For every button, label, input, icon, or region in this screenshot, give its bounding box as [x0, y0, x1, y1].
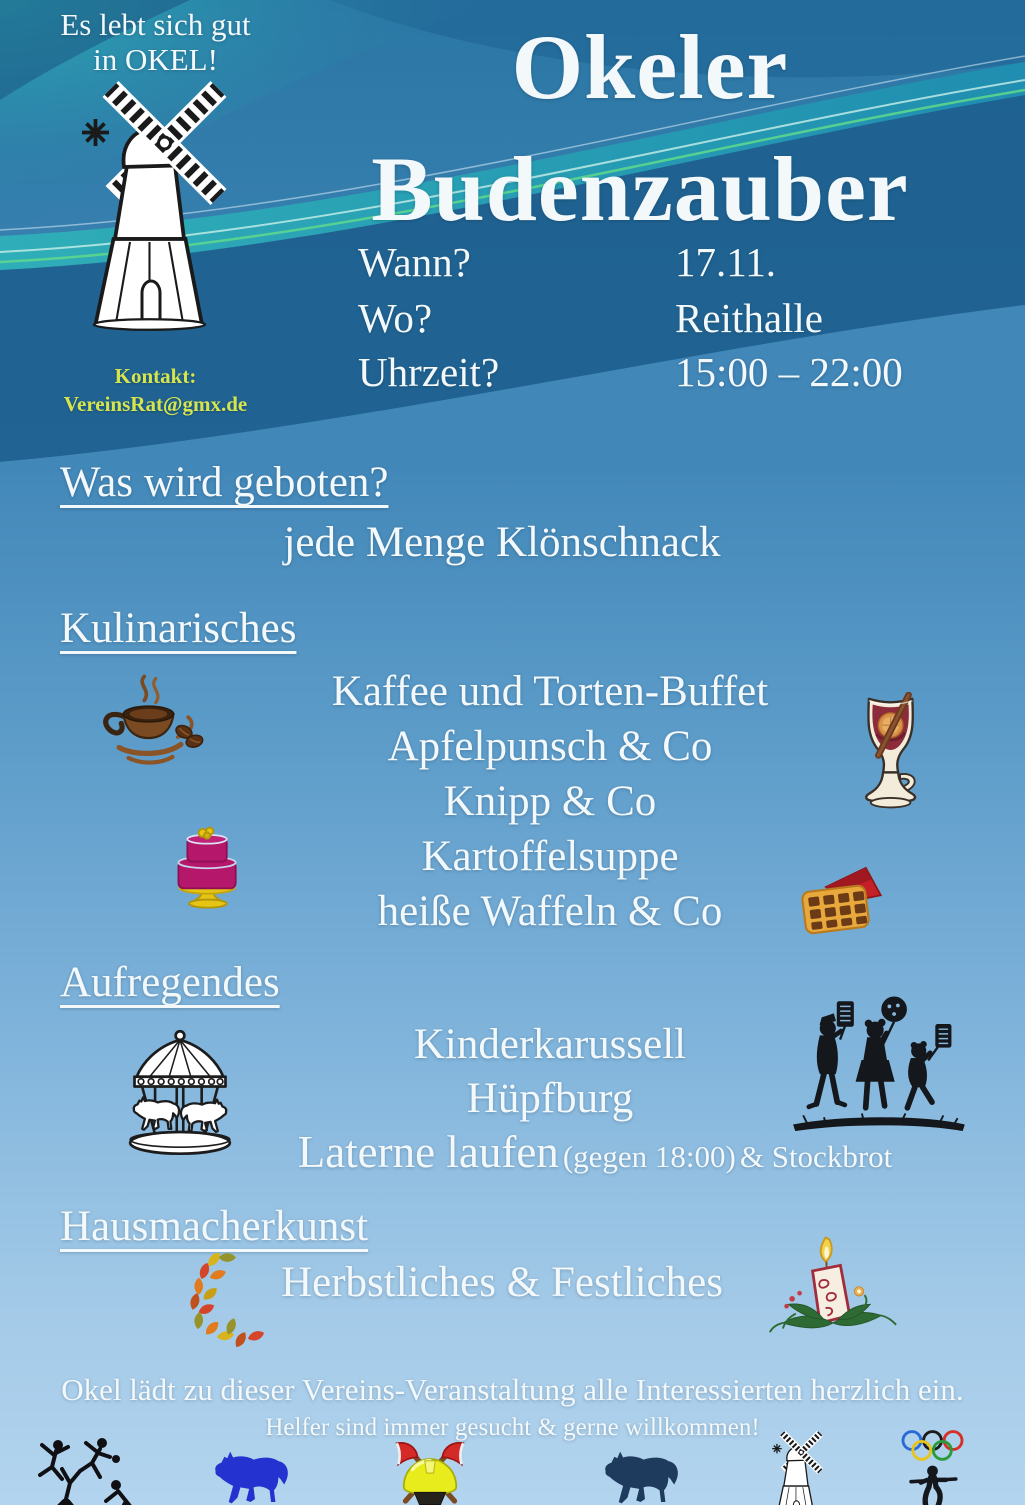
section-heading-craft: Hausmacherkunst [60, 1203, 369, 1250]
footer-invite: Okel lädt zu dieser Vereins-Veranstaltung alle Interessierten herzlich ein. [61, 1372, 964, 1407]
section-heading-culinary: Kulinarisches [60, 605, 297, 652]
offer-sub: jede Menge Klönschnack [283, 519, 721, 566]
detail-label-time: Uhrzeit? [358, 349, 500, 395]
culinary-item: Kartoffelsuppe [421, 833, 679, 881]
contact-label: Kontakt: [114, 364, 197, 388]
detail-label-when: Wann? [358, 239, 471, 285]
lantern-parade-silhouette [788, 992, 968, 1144]
poster-title-line1: Okeler [511, 16, 789, 118]
windmill-small-icon [768, 1430, 826, 1505]
windmill-icon [70, 80, 235, 335]
carousel-icon [105, 1028, 255, 1158]
craft-item: Herbstliches & Festliches [281, 1259, 723, 1306]
lantern-suffix: & Stockbrot [739, 1139, 893, 1174]
contact-block [28, 362, 283, 419]
detail-value-when: 17.11. [675, 239, 776, 285]
cake-icon [165, 812, 250, 912]
section-heading-exciting: Aufregendes [60, 959, 280, 1006]
slogan-line2: in OKEL! [93, 41, 218, 77]
candle-arrangement-icon [768, 1232, 898, 1347]
coffee-cup-icon [92, 672, 207, 777]
detail-label-where: Wo? [358, 295, 433, 341]
detail-value-where: Reithalle [675, 295, 824, 341]
punch-glass-icon [850, 692, 935, 817]
culinary-item: Apfelpunsch & Co [387, 723, 713, 771]
culinary-item: heiße Waffeln & Co [377, 888, 723, 936]
olympic-rings-shooter-icon [895, 1428, 970, 1505]
footer-helpers: Helfer sind immer gesucht & gerne willkommen! [265, 1414, 760, 1441]
slogan-line1: Es lebt sich gut [60, 7, 251, 42]
firefighter-helmet-axes-icon [385, 1438, 475, 1505]
culinary-item: Kaffee und Torten-Buffet [331, 668, 769, 715]
lantern-main: Laterne laufen [297, 1127, 559, 1177]
autumn-leaves-icon [172, 1248, 277, 1353]
waffle-icon [795, 862, 900, 937]
lantern-note: (gegen 18:00) [562, 1139, 736, 1174]
poster-title-line2: Budenzauber [371, 138, 909, 240]
culinary-item: Knipp & Co [443, 778, 657, 826]
navy-horse-icon [600, 1448, 690, 1505]
contact-email: VereinsRat@gmx.de [63, 392, 248, 417]
section-heading-offer: Was wird geboten? [60, 459, 389, 506]
acrobats-silhouette-icon [28, 1435, 148, 1505]
blue-horse-icon [210, 1448, 300, 1505]
slogan [38, 8, 273, 77]
exciting-item-carousel: Kinderkarussell [413, 1021, 687, 1068]
detail-value-time: 15:00 – 22:00 [675, 349, 903, 395]
exciting-item-bouncycastle: Hüpfburg [466, 1075, 634, 1122]
culinary-list [205, 664, 895, 939]
